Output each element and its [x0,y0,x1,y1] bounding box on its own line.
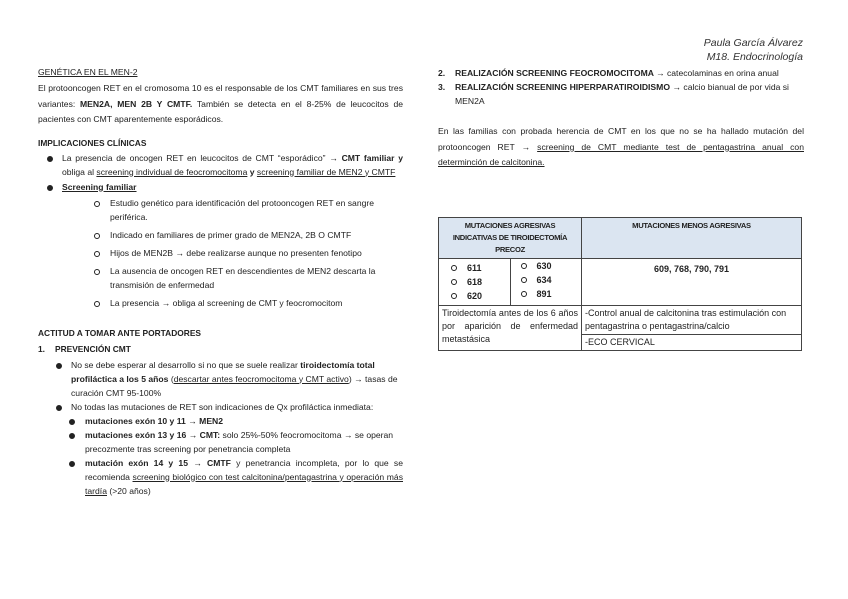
table-header-row [439,217,802,258]
mutation-item [85,414,403,428]
bullet-icon [47,156,53,162]
bullet-text: ( [168,373,174,384]
code-value: 891 [536,288,552,299]
subitem [110,246,403,260]
item-bold: CMT familiar y [341,152,403,163]
section-title-actitud: ACTITUD A TOMAR ANTE PORTADORES [38,327,201,338]
mutation-bold: mutación exón 14 y 15 → CMTF [85,457,231,468]
circle-bullet-icon [94,301,100,307]
section-title-genetica: GENÉTICA EN EL MEN-2 [38,67,138,77]
actitud-bullet-1 [38,358,403,400]
code-item [451,261,510,275]
code-item [451,289,510,303]
mutation-underline: screening biológico con test calcitonina/pentagastrina y operación más tardía [85,471,403,496]
code-value: 634 [536,274,552,285]
circle-bullet-icon [451,293,457,299]
item-text: catecolaminas en orina anual [666,68,779,78]
code-item [451,275,510,289]
bullet-icon [69,461,75,467]
item-bold: REALIZACIÓN SCREENING HIPERPARATIROIDISMO → [455,82,684,92]
table-header-less-aggressive: MUTACIONES MENOS AGRESIVAS [582,217,802,258]
author-name: Paula García Álvarez [703,37,803,49]
codes-col-b [510,259,581,305]
item-bold: REALIZACIÓN SCREENING FEOCROMOCITOMA → [455,68,667,78]
mutation-list [38,414,403,498]
familias-underline: screening de CMT mediante test de pentagastrina anual con determinción de calcitonina. [438,141,804,167]
treatment-aggressive: Tiroidectomía antes de los 6 años por aparición de enfermedad metastásica [439,305,582,350]
subitem [110,196,403,224]
circle-bullet-icon [521,263,527,269]
screening-familiar-title: Screening familiar [62,181,137,192]
mutation-item [85,428,403,456]
codes-col-a [439,259,510,305]
right-column [438,66,804,351]
codes-subtable [439,259,581,305]
bullet-icon [56,405,62,411]
circle-bullet-icon [521,291,527,297]
less-aggressive-codes: 609, 768, 790, 791 [582,258,802,305]
subject-label: M18. Endocrinología [706,51,803,63]
section-title-implicaciones: IMPLICACIONES CLÍNICAS [38,137,147,148]
circle-bullet-icon [94,251,100,257]
table-header-aggressive: MUTACIONES AGRESIVAS INDICATIVAS DE TIROIDECTOMÍA PRECOZ [439,217,582,258]
mutation-text: (>20 años) [106,485,151,496]
circle-bullet-icon [451,279,457,285]
bullet-bold: tiroidectomía total profiláctica a los 5 años [71,359,375,384]
subitem [110,296,403,310]
intro-bold: MEN2A, MEN 2B Y CMTF. [80,98,193,109]
mutation-bold: mutaciones exón 10 y 11 → MEN2 [85,415,224,426]
item-text: y [247,166,257,177]
subitem-text: Hijos de MEN2B → debe realizarse aunque no presenten fenotipo [110,247,362,258]
code-value: 611 [467,262,482,273]
implicaciones-item-1 [38,151,403,179]
mutation-item [85,456,403,498]
intro-paragraph [38,81,403,128]
page-header [704,36,803,64]
actitud-bullet-2 [38,400,403,414]
familias-text: En las familias con probada herencia de CMT en los que no se ha hallado mutación del protooncogen RET → [438,126,804,152]
bullet-underline: descartar antes feocromocitoma y CMT activo [173,373,349,384]
bullet-icon [47,185,53,191]
bullet-icon [56,363,62,369]
circle-bullet-icon [521,277,527,283]
list-number: 1. [38,343,45,354]
treatment-calcitonina: -Control anual de calcitonina tras estimulación con pentagastrina o pentagastrina/calcio [582,306,801,335]
subitem [110,264,403,292]
subitem [110,228,403,242]
intro-text-1: El protooncogen RET en el cromosoma 10 es el responsable de los CMT familiares en sus tres variantes: [38,83,403,109]
subitem-text: Estudio genético para identificación del protooncogen RET en sangre periférica. [110,197,375,222]
bullet-text: No se debe esperar al desarrollo si no que se suele realizar [71,359,301,370]
screening-subitems [38,196,403,310]
screening-item-2 [438,66,804,80]
table-row-treatment [439,305,802,350]
code-item [521,287,582,301]
treatment-eco: -ECO CERVICAL [585,336,655,347]
item-text: calcio bianual de por vida si MEN2A [455,82,789,106]
subitem-text: Indicado en familiares de primer grado de MEN2A, 2B O CMTF [110,229,352,240]
mutation-text: solo 25%-50% feocromocitoma → se operan precozmente tras screening por penetrancia completa [85,429,394,454]
item-text: obliga al [62,166,97,177]
bullet-text: ) → tasas de curación CMT 95-100% [71,373,398,398]
item-text: La presencia de oncogen RET en leucocitos de CMT “esporádico” → [62,152,342,163]
implicaciones-item-2 [38,180,403,194]
prevencion-heading [38,342,403,356]
prevencion-title: PREVENCIÓN CMT [55,343,131,354]
mutation-text: y penetrancia incompleta, por lo que se recomienda [85,457,403,482]
item-underline: screening individual de feocromocitoma [96,166,248,177]
mutations-table [438,217,802,351]
subitem-text: La presencia → obliga al screening de CMT y feocromocitom [110,297,343,308]
mutation-bold: mutaciones exón 13 y 16 → CMT: [85,429,221,440]
item-underline: screening familiar de MEN2 y CMTF [256,166,396,177]
bullet-icon [69,433,75,439]
list-number: 2. [438,68,446,78]
list-number: 3. [438,82,446,92]
intro-text-2: También se detecta en el 8-25% de leucocitos de pacientes con CMT aparentemente esporádicos. [38,98,403,124]
left-column [38,67,403,498]
code-value: 630 [536,260,552,271]
bullet-icon [69,419,75,425]
table-row-codes [439,258,802,305]
familias-paragraph [438,124,804,171]
bullet-text: No todas las mutaciones de RET son indicaciones de Qx profiláctica inmediata: [71,401,374,412]
code-item [521,259,582,273]
code-value: 620 [467,290,483,301]
circle-bullet-icon [94,233,100,239]
code-item [521,273,582,287]
circle-bullet-icon [94,269,100,275]
treatment-less-aggressive [582,305,802,350]
aggressive-codes-cell [439,258,582,305]
circle-bullet-icon [94,201,100,207]
screening-item-3 [438,80,804,108]
code-value: 618 [467,276,483,287]
circle-bullet-icon [451,265,457,271]
subitem-text: La ausencia de oncogen RET en descendientes de MEN2 descarta la transmisión de enfermedad [110,265,376,290]
